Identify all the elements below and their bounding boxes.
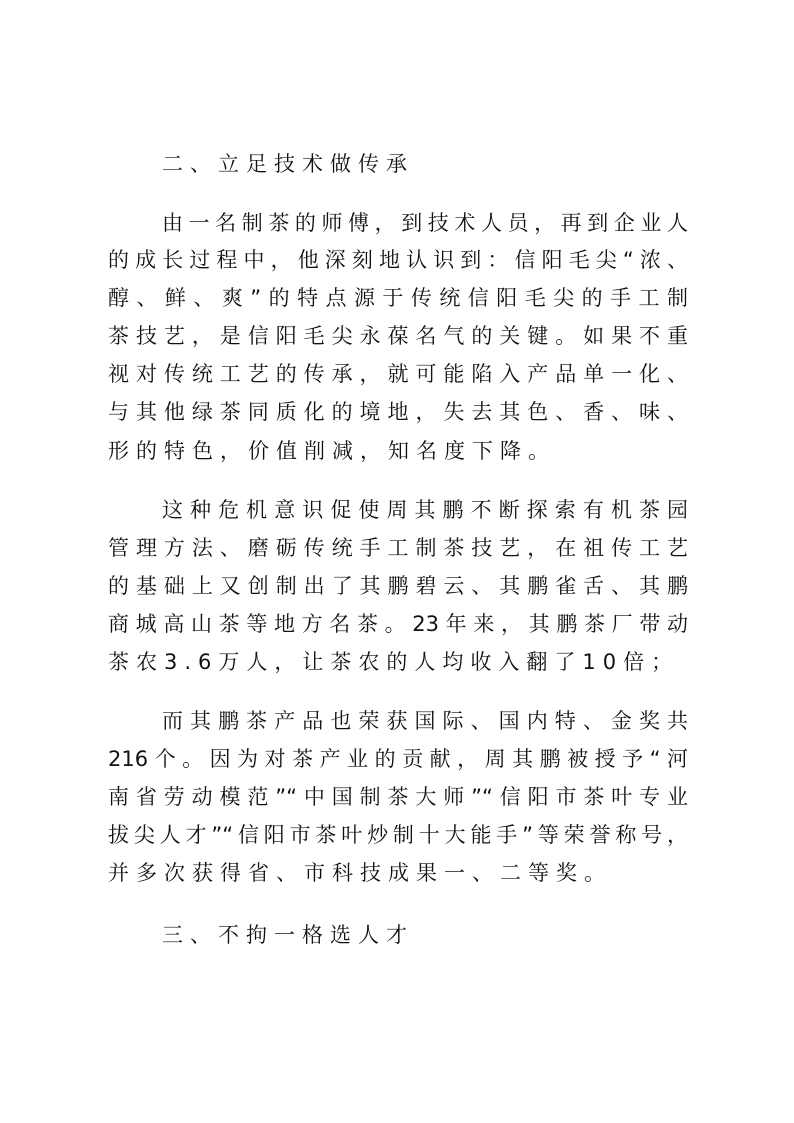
paragraph-line: 视对传统工艺的传承，就可能陷入产品单一化、 xyxy=(108,362,688,386)
paragraph-line: 形的特色，价值削减，知名度下降。 xyxy=(108,439,556,463)
section-heading-3: 三、不拘一格选人才 xyxy=(162,923,414,947)
paragraph-line: 的成长过程中，他深刻地认识到：信阳毛尖“浓、 xyxy=(108,248,688,272)
paragraph-line: 并多次获得省、市科技成果一、二等奖。 xyxy=(108,861,612,885)
section-heading-2: 二、立足技术做传承 xyxy=(162,152,414,176)
paragraph-line: 由一名制茶的师傅，到技术人员，再到企业人 xyxy=(162,211,688,235)
paragraph-line: 醇、鲜、爽”的特点源于传统信阳毛尖的手工制 xyxy=(108,286,688,310)
paragraph-line: 拔尖人才”“信阳市茶叶炒制十大能手”等荣誉称号， xyxy=(108,823,688,847)
paragraph-line: 的基础上又创制出了其鹏碧云、其鹏雀舌、其鹏 xyxy=(108,574,688,598)
paragraph-line: 这种危机意识促使周其鹏不断探索有机茶园 xyxy=(162,498,688,522)
paragraph-line: 茶技艺，是信阳毛尖永葆名气的关键。如果不重 xyxy=(108,324,688,348)
paragraph-line: 而其鹏茶产品也荣获国际、国内特、金奖共 xyxy=(162,709,688,733)
paragraph-line: 茶农3.6万人，让茶农的人均收入翻了10倍； xyxy=(108,650,680,674)
paragraph-line: 管理方法、磨砺传统手工制茶技艺，在祖传工艺 xyxy=(108,536,688,560)
paragraph-line: 商城高山茶等地方名茶。23年来，其鹏茶厂带动 xyxy=(108,612,688,636)
paragraph-line: 216个。因为对茶产业的贡献，周其鹏被授予“河 xyxy=(108,747,688,771)
paragraph-line: 与其他绿茶同质化的境地，失去其色、香、味、 xyxy=(108,400,688,424)
paragraph-line: 南省劳动模范”“中国制茶大师”“信阳市茶叶专业 xyxy=(108,785,688,809)
